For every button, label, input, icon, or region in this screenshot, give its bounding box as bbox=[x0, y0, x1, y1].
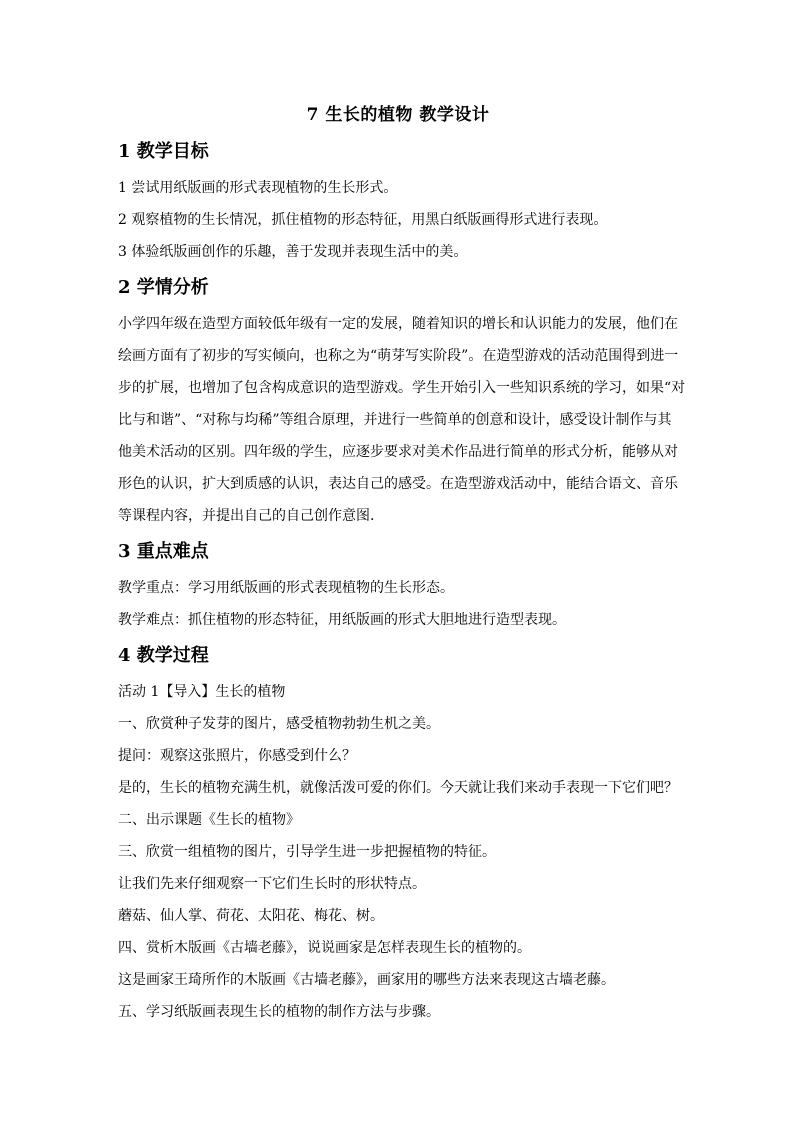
process-line: 这是画家王琦所作的木版画《古墙老藤》，画家用的哪些方法来表现这古墙老藤。 bbox=[118, 972, 615, 988]
process-line: 蘑菇、仙人掌、荷花、太阳花、梅花、树。 bbox=[118, 908, 384, 924]
section-student-analysis bbox=[118, 272, 686, 532]
paragraph-line: 绘画方面有了初步的写实倾向，也称之为“萌芽写实阶段”。在造型游戏的活动范围得到进一 bbox=[118, 348, 679, 364]
section-heading: 3 重点难点 bbox=[118, 541, 209, 562]
paragraph-line: 等课程内容，并提出自己的自己创作意图. bbox=[118, 508, 375, 524]
process-line: 五、学习纸版画表现生长的植物的制作方法与步骤。 bbox=[118, 1004, 440, 1020]
key-point-line: 教学难点：抓住植物的形态特征，用纸版画的形式大胆地进行造型表现。 bbox=[118, 612, 566, 628]
section-heading: 2 学情分析 bbox=[118, 277, 209, 298]
process-line: 四、赏析木版画《古墙老藤》，说说画家是怎样表现生长的植物的。 bbox=[118, 940, 531, 956]
analysis-paragraph bbox=[118, 308, 686, 532]
process-line: 提问：观察这张照片，你感受到什么？ bbox=[118, 748, 356, 764]
paragraph-line: 小学四年级在造型方面较低年级有一定的发展，随着知识的增长和认识能力的发展，他们在 bbox=[118, 316, 678, 332]
process-line: 一、欣赏种子发芽的图片，感受植物勃勃生机之美。 bbox=[118, 716, 440, 732]
objective-line: 3 体验纸版画创作的乐趣，善于发现并表现生活中的美。 bbox=[118, 244, 468, 260]
section-key-points bbox=[118, 536, 678, 636]
key-point-line: 教学重点：学习用纸版画的形式表现植物的生长形态。 bbox=[118, 580, 454, 596]
objective-line: 1 尝试用纸版画的形式表现植物的生长形式。 bbox=[118, 180, 398, 196]
process-line: 活动 1【导入】生长的植物 bbox=[118, 684, 286, 700]
section-teaching-objectives bbox=[118, 136, 678, 268]
section-heading: 1 教学目标 bbox=[118, 141, 209, 162]
document-title: 7 生长的植物 教学设计 bbox=[306, 105, 490, 125]
document-page bbox=[118, 100, 686, 1028]
objective-line: 2 观察植物的生长情况，抓住植物的形态特征，用黑白纸版画得形式进行表现。 bbox=[118, 212, 608, 228]
process-line: 让我们先来仔细观察一下它们生长时的形状特点。 bbox=[118, 876, 426, 892]
paragraph-line: 他美术活动的区别。四年级的学生，应逐步要求对美术作品进行简单的形式分析，能够从对 bbox=[118, 444, 678, 460]
paragraph-line: 步的扩展，也增加了包含构成意识的造型游戏。学生开始引入一些知识系统的学习，如果“对 bbox=[118, 380, 686, 396]
section-heading: 4 教学过程 bbox=[118, 645, 209, 666]
process-line: 二、出示课题《生长的植物》 bbox=[118, 812, 300, 828]
section-teaching-process bbox=[118, 640, 678, 1028]
paragraph-line: 比与和谐”、“对称与均稀”等组合原理，并进行一些简单的创意和设计，感受设计制作与其 bbox=[118, 412, 672, 428]
paragraph-line: 形色的认识，扩大到质感的认识，表达自己的感受。在造型游戏活动中，能结合语文、音乐 bbox=[118, 476, 678, 492]
process-line: 三、欣赏一组植物的图片，引导学生进一步把握植物的特征。 bbox=[118, 844, 496, 860]
process-line: 是的，生长的植物充满生机，就像活泼可爱的你们。今天就让我们来动手表现一下它们吧？ bbox=[118, 780, 678, 796]
